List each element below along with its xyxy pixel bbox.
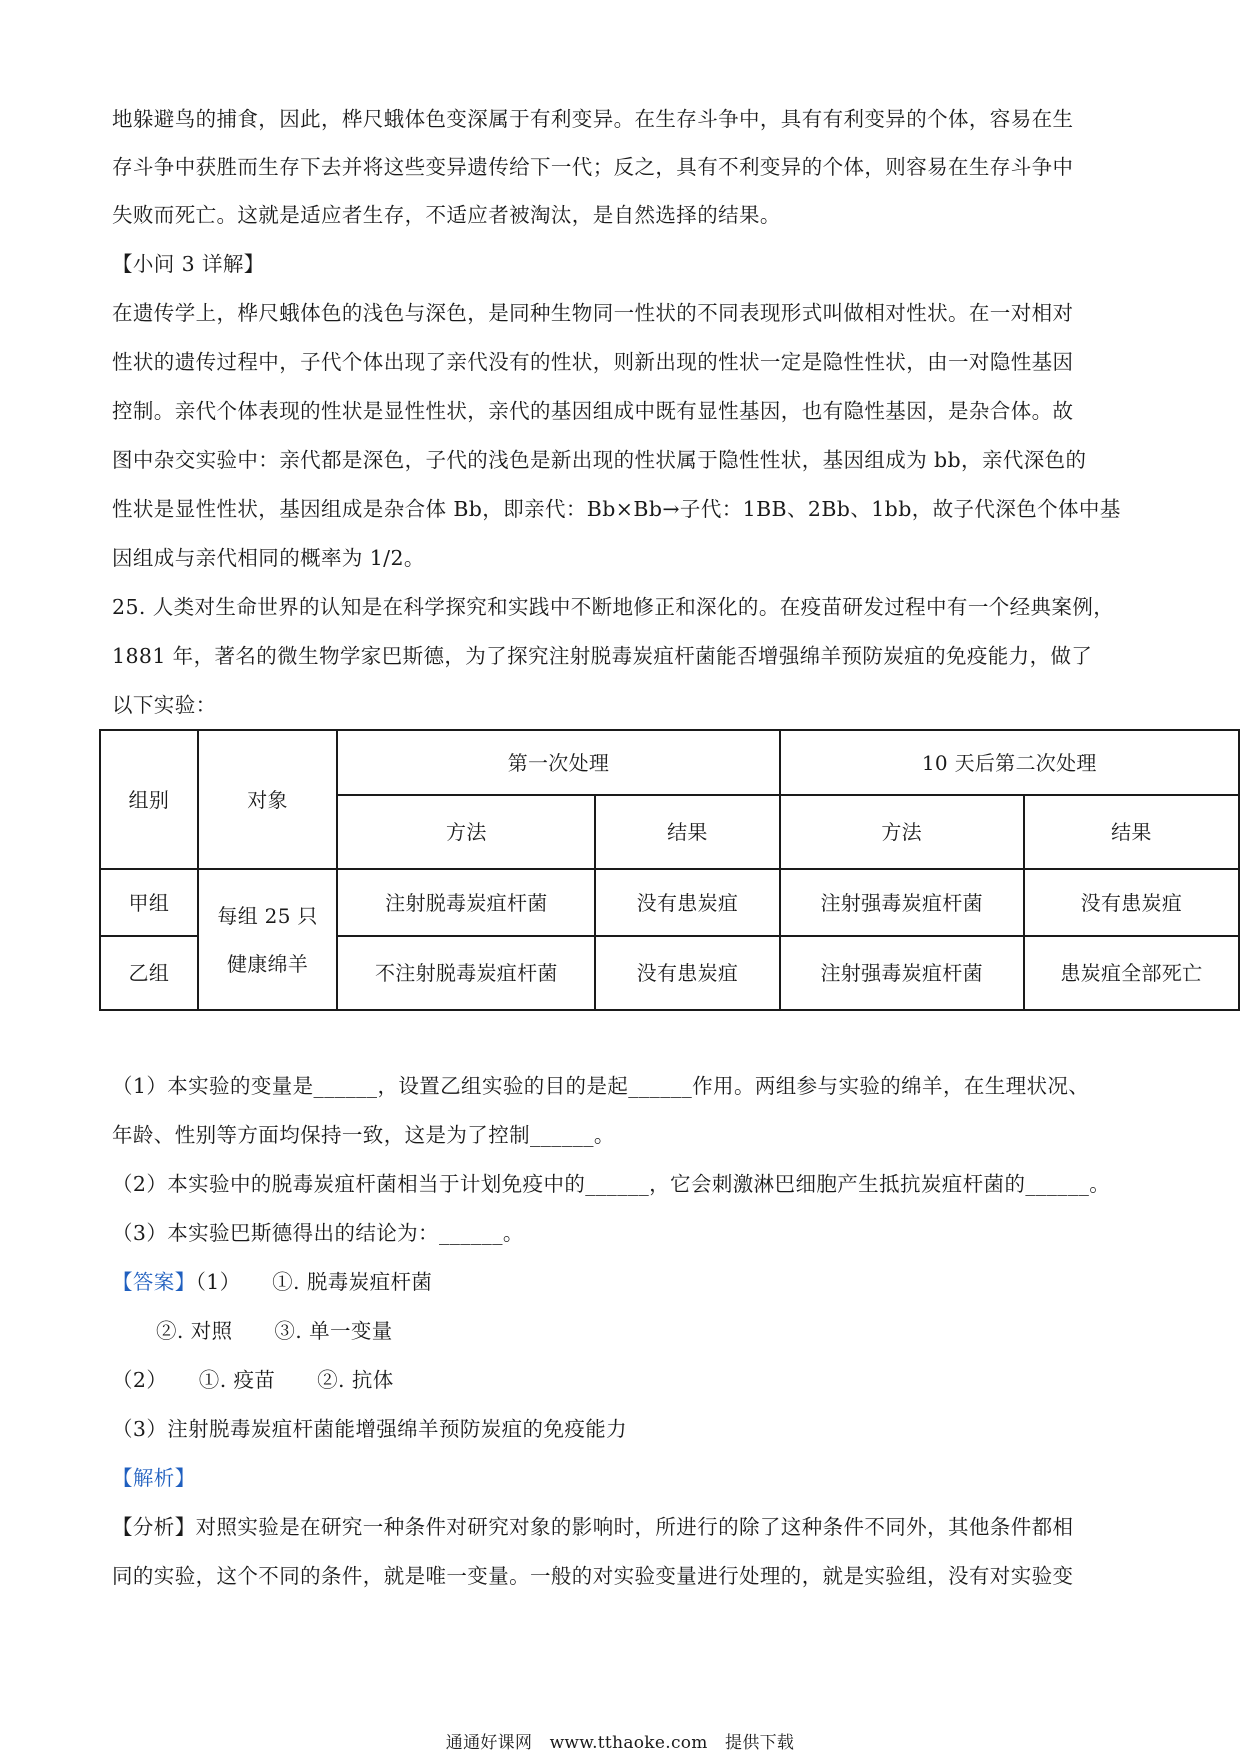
cell-method-1: 不注射脱毒炭疽杆菌 (337, 936, 595, 1010)
question-line: （1）本实验的变量是______，设置乙组实验的目的是起______作用。两组参与实验的绵羊，在生理状况、 (112, 1074, 1090, 1098)
question-line: 年龄、性别等方面均保持一致，这是为了控制______。 (112, 1123, 615, 1147)
question-line: （3）本实验巴斯德得出的结论为：______。 (112, 1221, 524, 1245)
question-stem: 1881 年，著名的微生物学家巴斯德，为了探究注射脱毒炭疽杆菌能否增强绵羊预防炭疽的免疫能力，做了 (112, 644, 1093, 668)
paragraph-line: 在遗传学上，桦尺蛾体色的浅色与深色，是同种生物同一性状的不同表现形式叫做相对性状。在一对相对 (112, 301, 1074, 325)
header-second-treatment: 10 天后第二次处理 (780, 730, 1239, 795)
cell-group: 甲组 (100, 869, 198, 936)
cell-result-2: 没有患炭疽 (1024, 869, 1239, 936)
header-result-1: 结果 (595, 795, 779, 869)
paragraph-line: 因组成与亲代相同的概率为 1/2。 (112, 546, 425, 570)
cell-result-1: 没有患炭疽 (595, 869, 779, 936)
experiment-table (99, 729, 1240, 1011)
header-method-2: 方法 (780, 795, 1024, 869)
section-heading: 【小问 3 详解】 (112, 252, 265, 276)
paragraph-line: 控制。亲代个体表现的性状是显性性状，亲代的基因组成中既有显性基因，也有隐性基因，是杂合体。故 (112, 399, 1074, 423)
analysis-line: 【分析】对照实验是在研究一种条件对研究对象的影响时，所进行的除了这种条件不同外，其他条件都相 (112, 1515, 1074, 1539)
page-footer: 通通好课网 www.tthaoke.com 提供下载 (445, 1733, 795, 1753)
answer-line: （3）注射脱毒炭疽杆菌能增强绵羊预防炭疽的免疫能力 (112, 1417, 628, 1441)
answer-line: ②. 对照 ③. 单一变量 (156, 1319, 393, 1343)
paragraph-line: 存斗争中获胜而生存下去并将这些变异遗传给下一代；反之，具有不利变异的个体，则容易在生存斗争中 (112, 155, 1074, 179)
cell-method-1: 注射脱毒炭疽杆菌 (337, 869, 595, 936)
paragraph-line: 失败而死亡。这就是适应者生存，不适应者被淘汰，是自然选择的结果。 (112, 203, 781, 227)
question-stem: 25. 人类对生命世界的认知是在科学探究和实践中不断地修正和深化的。在疫苗研发过程中有一个经典案例， (112, 595, 1115, 619)
answer-row (112, 1267, 432, 1297)
header-first-treatment: 第一次处理 (337, 730, 779, 795)
paragraph-line: 性状是显性性状，基因组成是杂合体 Bb，即亲代：Bb×Bb→子代：1BB、2Bb、1bb，故子代深色个体中基 (112, 497, 1121, 521)
header-group: 组别 (100, 730, 198, 869)
analysis-line: 同的实验，这个不同的条件，就是唯一变量。一般的对实验变量进行处理的，就是实验组，没有对实验变 (112, 1564, 1074, 1588)
analysis-label: 【解析】 (112, 1466, 196, 1490)
question-line: （2）本实验中的脱毒炭疽杆菌相当于计划免疫中的______，它会刺激淋巴细胞产生抵抗炭疽杆菌的______。 (112, 1172, 1111, 1196)
cell-result-1: 没有患炭疽 (595, 936, 779, 1010)
cell-result-2: 患炭疽全部死亡 (1024, 936, 1239, 1010)
answer-label: 【答案】 (112, 1270, 196, 1294)
header-method-1: 方法 (337, 795, 595, 869)
cell-group: 乙组 (100, 936, 198, 1010)
table-row (100, 869, 1239, 936)
cell-method-2: 注射强毒炭疽杆菌 (780, 936, 1024, 1010)
answer-line: （2） ①. 疫苗 ②. 抗体 (112, 1368, 394, 1392)
header-subject: 对象 (198, 730, 338, 869)
cell-method-2: 注射强毒炭疽杆菌 (780, 869, 1024, 936)
answer-line: （1） ①. 脱毒炭疽杆菌 (195, 1270, 433, 1294)
cell-subject: 每组 25 只健康绵羊 (198, 869, 338, 1010)
question-stem: 以下实验： (112, 693, 217, 717)
paragraph-line: 性状的遗传过程中，子代个体出现了亲代没有的性状，则新出现的性状一定是隐性性状，由一对隐性基因 (112, 350, 1074, 374)
header-result-2: 结果 (1024, 795, 1239, 869)
paragraph-line: 地躲避鸟的捕食，因此，桦尺蛾体色变深属于有利变异。在生存斗争中，具有有利变异的个体，容易在生 (112, 107, 1074, 131)
paragraph-line: 图中杂交实验中：亲代都是深色，子代的浅色是新出现的性状属于隐性性状，基因组成为 bb，亲代深色的 (112, 448, 1087, 472)
